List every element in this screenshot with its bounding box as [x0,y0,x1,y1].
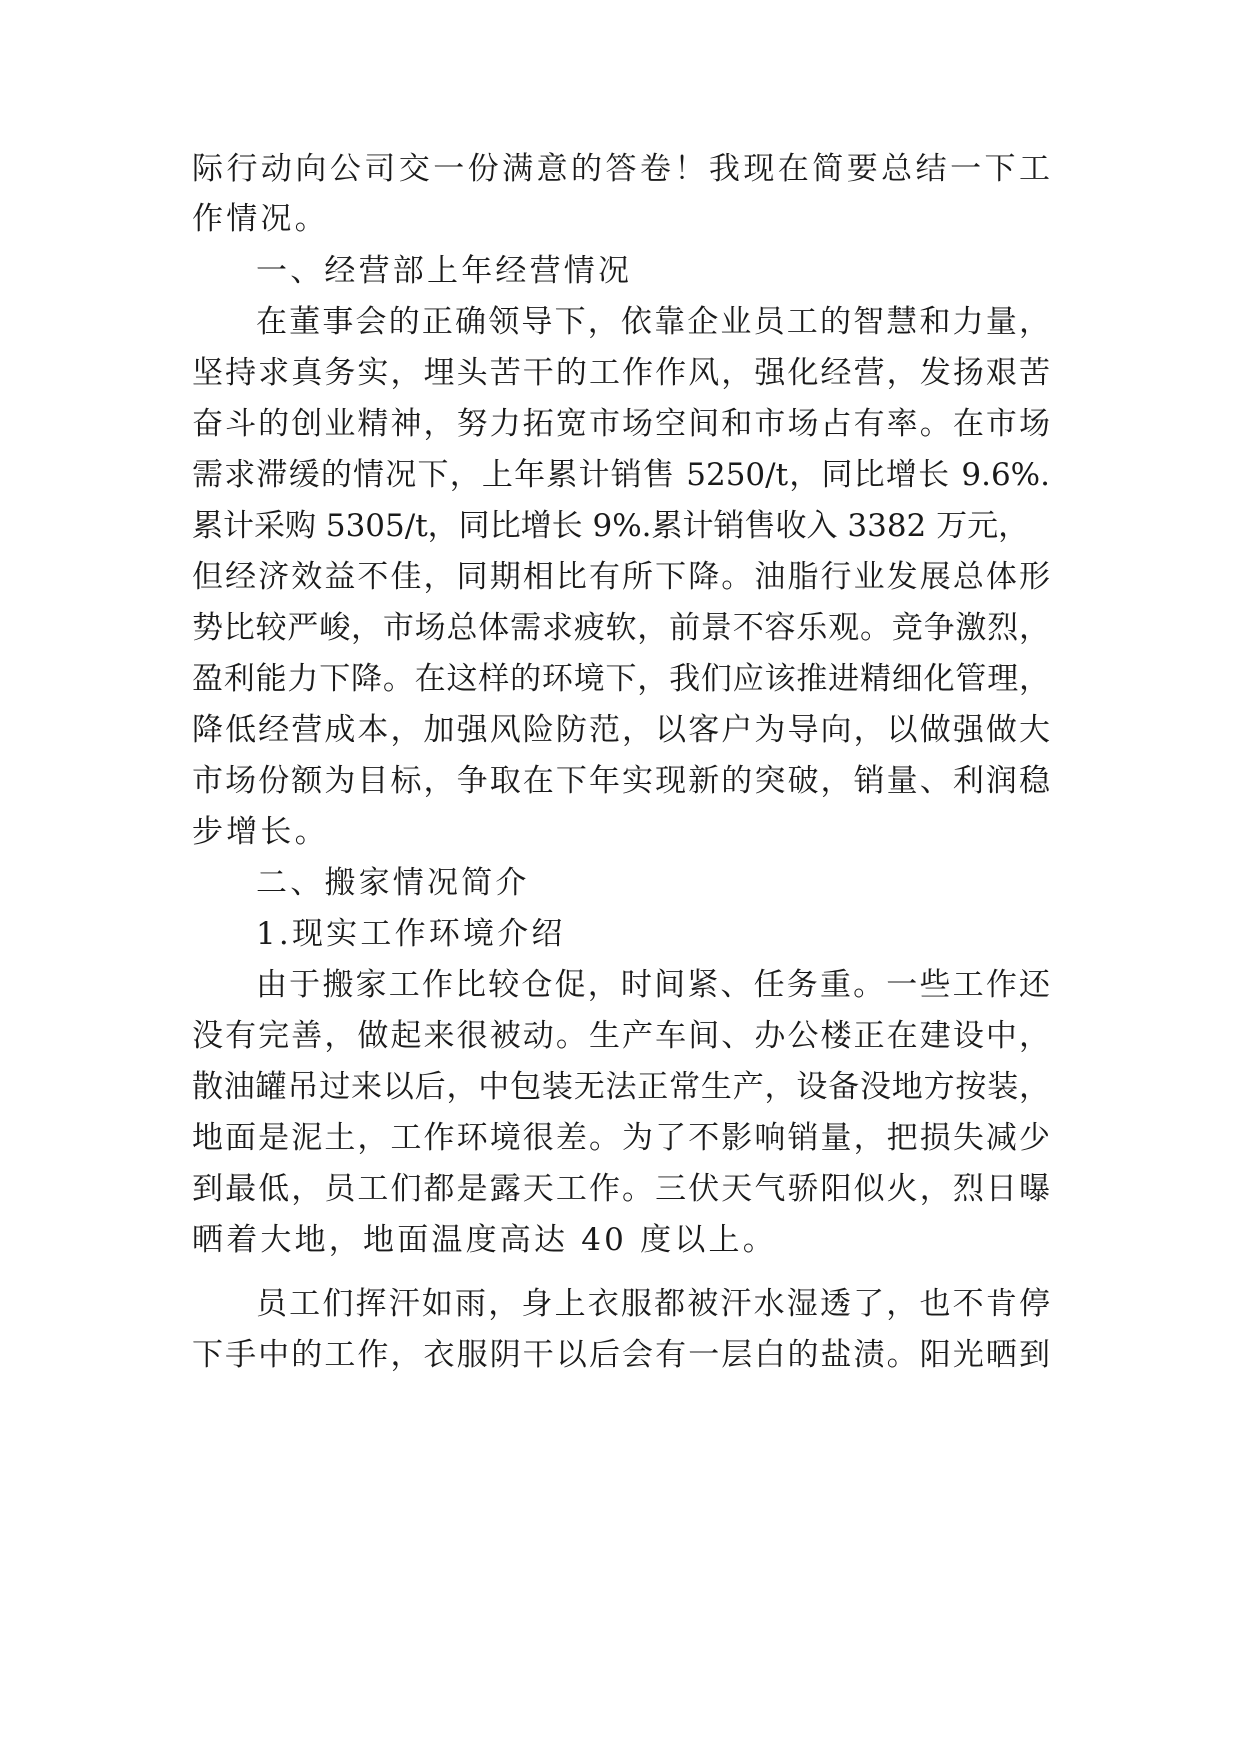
text-line: 势比较严峻，市场总体需求疲软，前景不容乐观。竞争激烈， [192,610,1050,646]
text-line: 到最低，员工们都是露天工作。三伏天气骄阳似火，烈日曝 [192,1171,1050,1207]
section-heading: 二、搬家情况简介 [256,865,530,901]
text-line: 散油罐吊过来以后，中包装无法正常生产，设备没地方按装， [192,1069,1050,1105]
text-line: 作情况。 [192,201,329,237]
text-line: 盈利能力下降。在这样的环境下，我们应该推进精细化管理， [192,661,1050,697]
text-line: 步增长。 [192,814,329,850]
text-line: 在董事会的正确领导下，依靠企业员工的智慧和力量， [256,304,1050,340]
text-line: 晒着大地，地面温度高达 40 度以上。 [192,1222,777,1258]
text-line: 市场份额为目标，争取在下年实现新的突破，销量、利润稳 [192,763,1050,799]
text-line: 需求滞缓的情况下，上年累计销售 5250/t，同比增长 9.6%. [192,457,1050,493]
text-line: 坚持求真务实，埋头苦干的工作作风，强化经营，发扬艰苦 [192,355,1050,391]
text-line: 地面是泥土，工作环境很差。为了不影响销量，把损失减少 [192,1120,1050,1156]
text-line: 但经济效益不佳，同期相比有所下降。油脂行业发展总体形 [192,559,1050,595]
text-line: 降低经营成本，加强风险防范，以客户为导向，以做强做大 [192,712,1050,748]
subsection-heading: 1.现实工作环境介绍 [256,916,566,952]
text-line: 下手中的工作，衣服阴干以后会有一层白的盐渍。阳光晒到 [192,1337,1050,1373]
text-line: 没有完善，做起来很被动。生产车间、办公楼正在建设中， [192,1018,1050,1054]
section-heading: 一、经营部上年经营情况 [256,253,633,289]
text-line: 员工们挥汗如雨，身上衣服都被汗水湿透了，也不肯停 [256,1286,1050,1322]
text-line: 际行动向公司交一份满意的答卷！我现在简要总结一下工 [192,151,1050,187]
text-line: 由于搬家工作比较仓促，时间紧、任务重。一些工作还 [256,967,1050,1003]
text-line: 奋斗的创业精神，努力拓宽市场空间和市场占有率。在市场 [192,406,1050,442]
text-line: 累计采购 5305/t，同比增长 9%.累计销售收入 3382 万元， [192,508,1030,544]
